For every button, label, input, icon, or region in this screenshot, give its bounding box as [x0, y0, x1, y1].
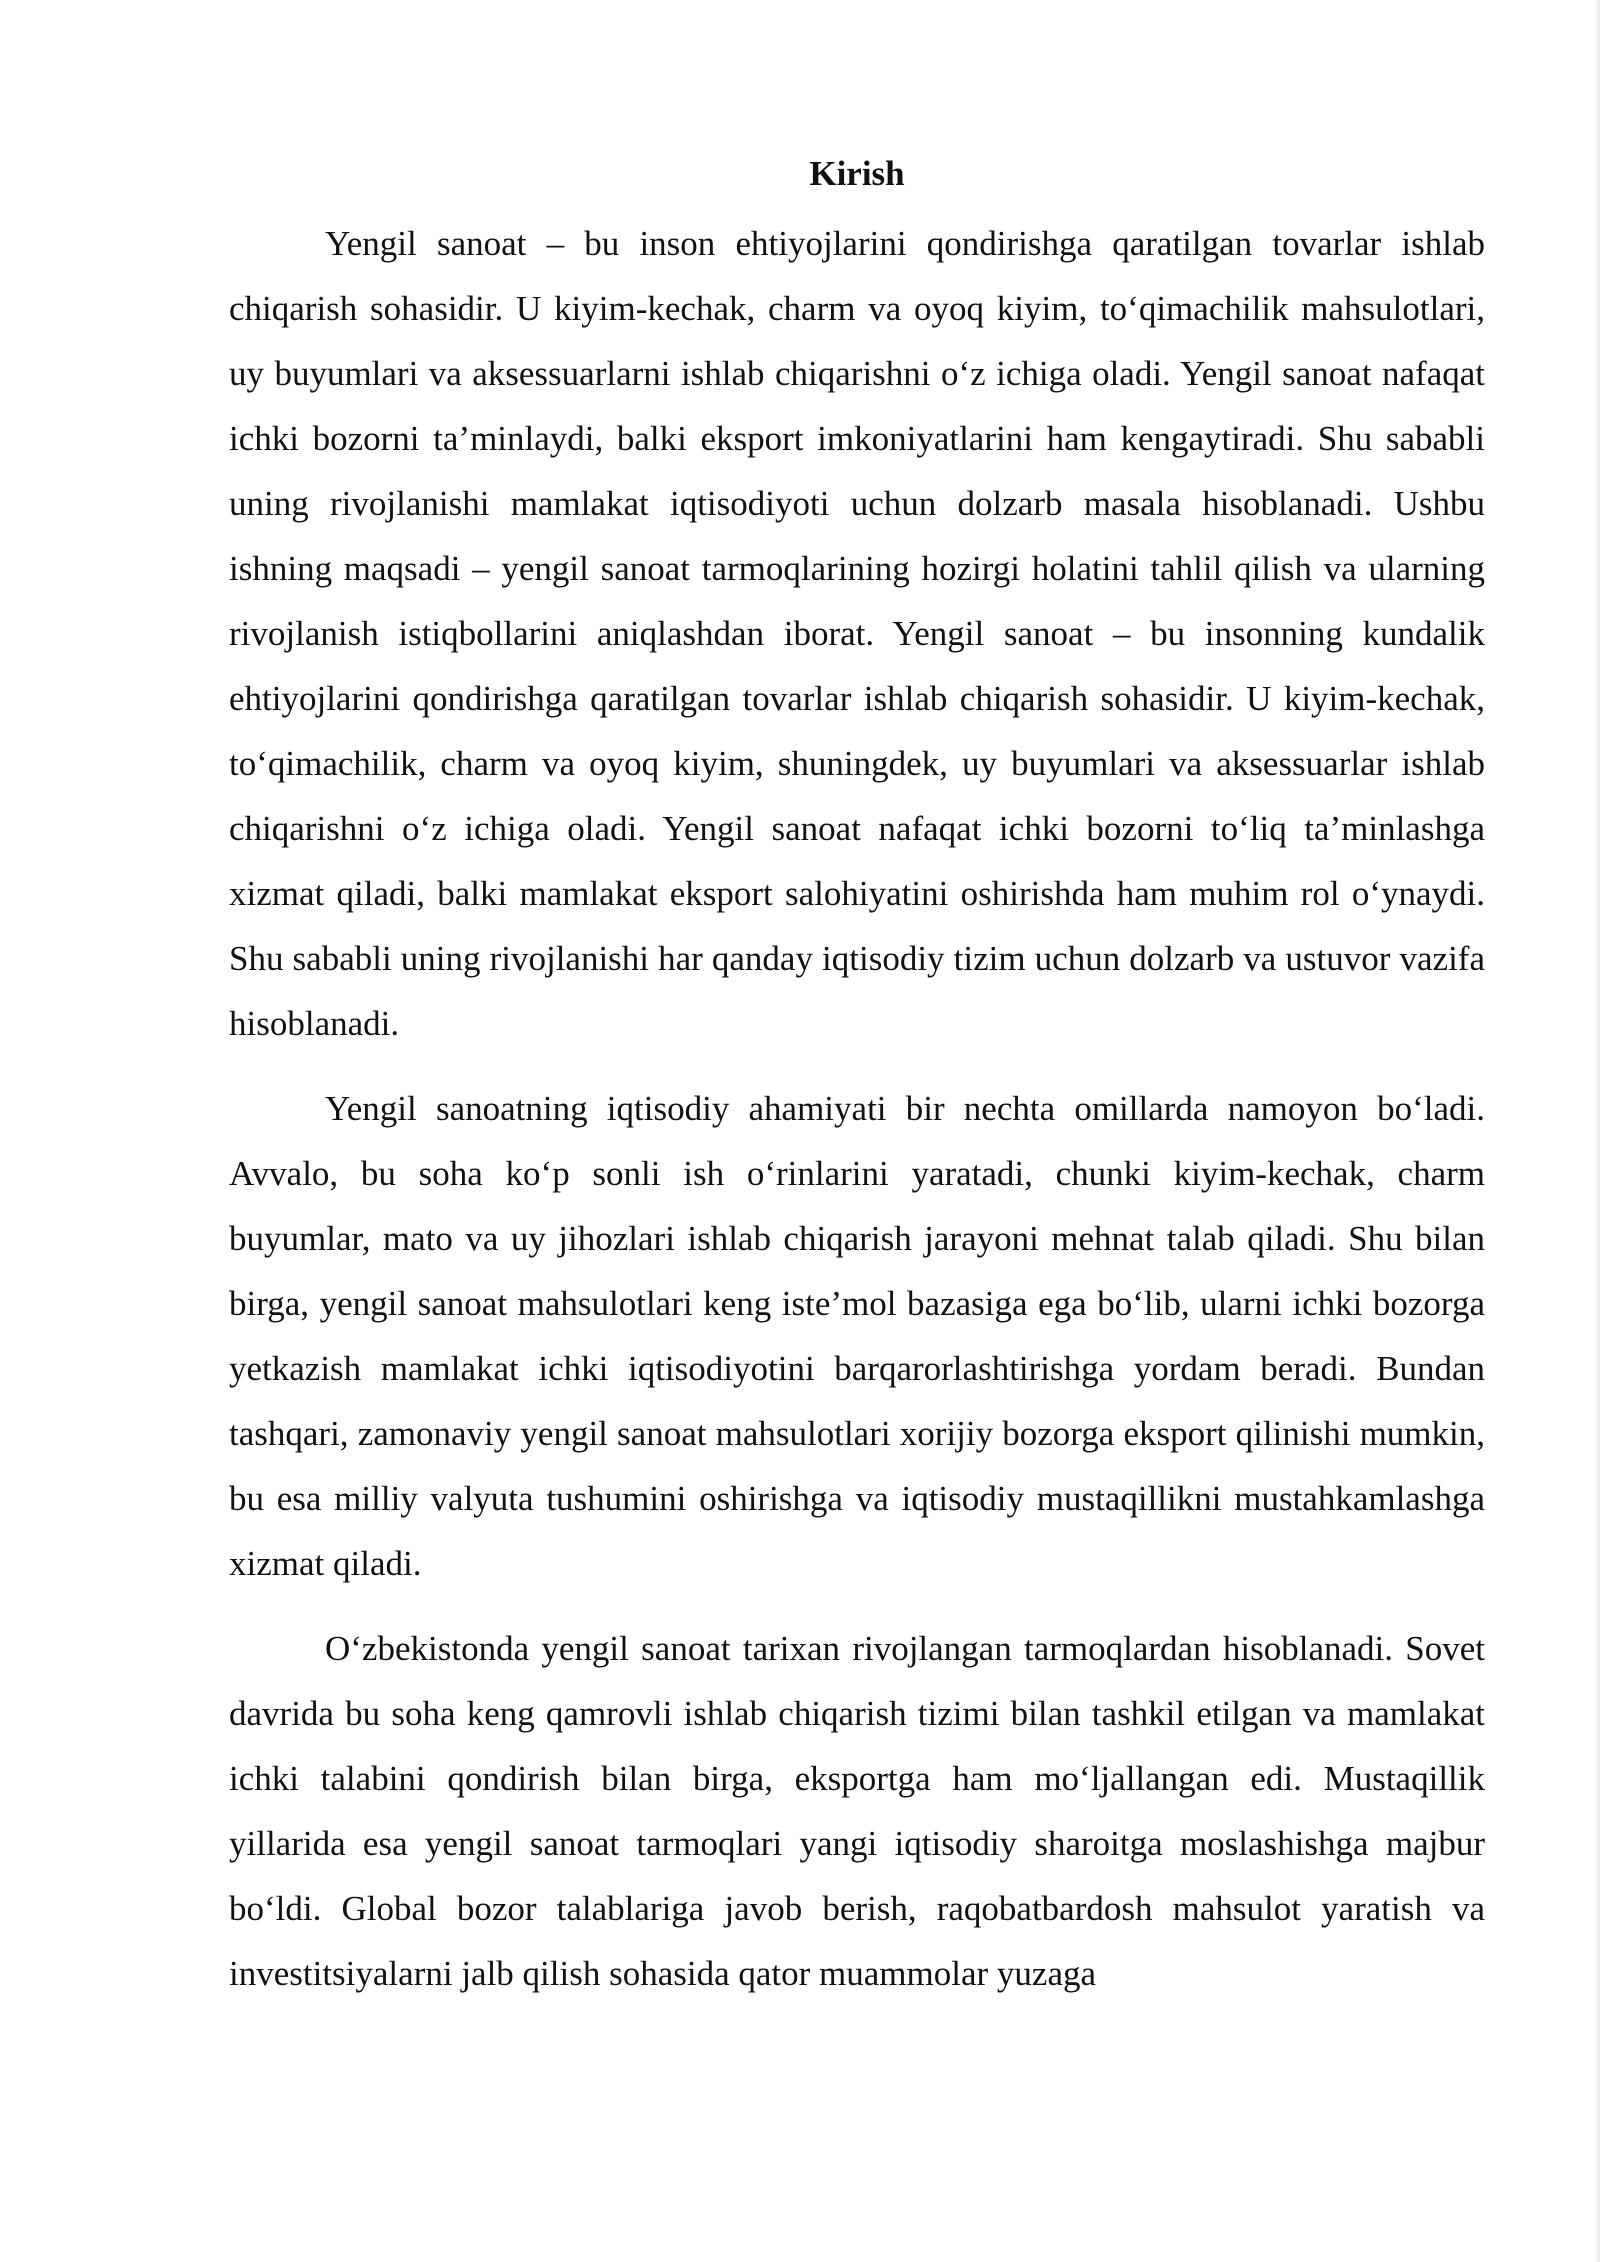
paragraph-3: O‘zbekistonda yengil sanoat tarixan rivojlangan tarmoqlardan hisoblanadi. Sovet davrida bu soha keng qamrovli ishlab chiqarish tizimi bilan tashkil etilgan va mamlakat ichki talabini qondirish bilan birga, eksportga ham mo‘ljallangan edi. Mustaqillik yillarida esa yengil sanoat tarmoqlari yangi iqtisodiy sharoitga moslashishga majbur bo‘ldi. Global bozor talablariga javob berish, raqobatbardosh mahsulot yaratish va investitsiyalarni jalb qilish sohasida qator muammolar yuzaga: [229, 1629, 1485, 1993]
page-edge-shadow: [1594, 0, 1600, 2262]
document-body: [229, 148, 1485, 2026]
paragraph-1: Yengil sanoat – bu inson ehtiyojlarini qondirishga qaratilgan tovarlar ishlab chiqarish sohasidir. U kiyim-kechak, charm va oyoq kiyim, to‘qimachilik mahsulotlari, uy buyumlari va aksessuarlarni ishlab chiqarishni o‘z ichiga oladi. Yengil sanoat nafaqat ichki bozorni ta’minlaydi, balki eksport imkoniyatlarini ham kengaytiradi. Shu sababli uning rivojlanishi mamlakat iqtisodiyoti uchun dolzarb masala hisoblanadi. Ushbu ishning maqsadi – yengil sanoat tarmoqlarining hozirgi holatini tahlil qilish va ularning rivojlanish istiqbollarini aniqlashdan iborat. Yengil sanoat – bu insonning kundalik ehtiyojlarini qondirishga qaratilgan tovarlar ishlab chiqarish sohasidir. U kiyim-kechak, to‘qimachilik, charm va oyoq kiyim, shuningdek, uy buyumlari va aksessuarlar ishlab chiqarishni o‘z ichiga oladi. Yengil sanoat nafaqat ichki bozorni to‘liq ta’minlashga xizmat qiladi, balki mamlakat eksport salohiyatini oshirishda ham muhim rol o‘ynaydi. Shu sababli uning rivojlanishi har qanday iqtisodiy tizim uchun dolzarb va ustuvor vazifa hisoblanadi.: [229, 224, 1485, 1043]
paragraph-2: Yengil sanoatning iqtisodiy ahamiyati bir nechta omillarda namoyon bo‘ladi. Avvalo, bu soha ko‘p sonli ish o‘rinlarini yaratadi, chunki kiyim-kechak, charm buyumlar, mato va uy jihozlari ishlab chiqarish jarayoni mehnat talab qiladi. Shu bilan birga, yengil sanoat mahsulotlari keng iste’mol bazasiga ega bo‘lib, ularni ichki bozorga yetkazish mamlakat ichki iqtisodiyotini barqarorlashtirishga yordam beradi. Bundan tashqari, zamonaviy yengil sanoat mahsulotlari xorijiy bozorga eksport qilinishi mumkin, bu esa milliy valyuta tushumini oshirishga va iqtisodiy mustaqillikni mustahkamlashga xizmat qiladi.: [229, 1089, 1485, 1583]
page-title: Kirish: [809, 154, 905, 193]
